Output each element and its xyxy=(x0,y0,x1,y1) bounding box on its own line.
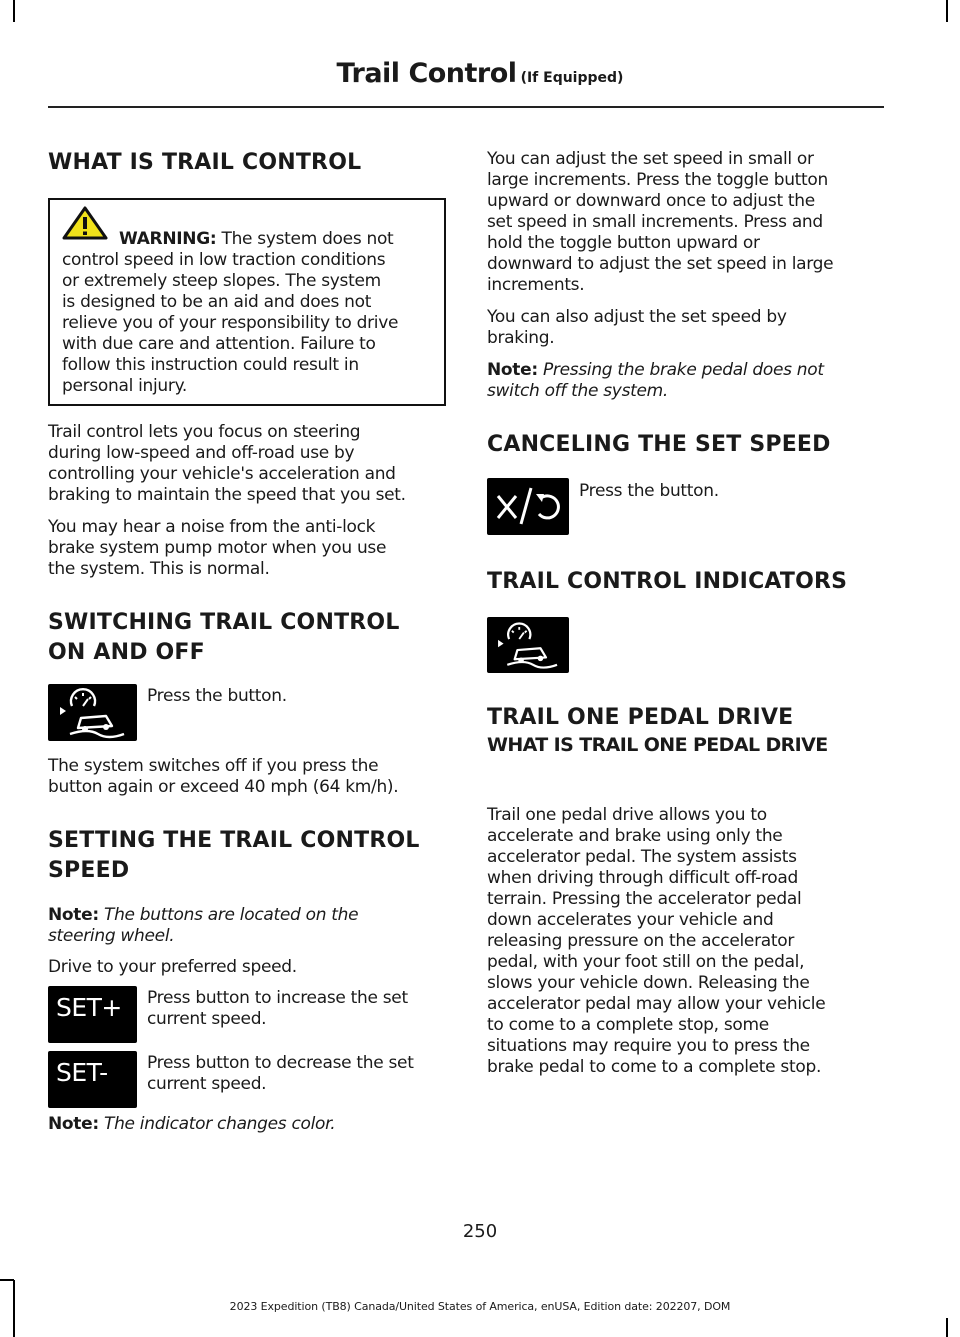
adjust-line: hold the toggle button upward or xyxy=(487,233,760,253)
note-indicator xyxy=(48,1114,335,1135)
warning-line: or extremely steep slopes. The system xyxy=(62,271,381,291)
adjust-line: You can adjust the set speed in small or xyxy=(487,149,814,169)
warning-box xyxy=(48,198,446,406)
set-plus-button-image xyxy=(48,986,137,1043)
adjust-line: downward to adjust the set speed in large xyxy=(487,254,834,274)
one-pedal-line: accelerator pedal may allow your vehicle xyxy=(487,994,826,1014)
header-title: Trail Control xyxy=(336,58,517,89)
warning-line: relieve you of your responsibility to drive xyxy=(62,313,399,333)
one-pedal-line: when driving through difficult off-road xyxy=(487,868,798,888)
one-pedal-heading: TRAIL ONE PEDAL DRIVE xyxy=(487,705,794,730)
warning-line: personal injury. xyxy=(62,376,188,396)
set-plus-line: current speed. xyxy=(147,1009,267,1029)
intro-line: Trail control lets you focus on steering xyxy=(48,422,361,442)
warning-line: follow this instruction could result in xyxy=(62,355,359,375)
trail-control-icon xyxy=(48,684,137,741)
noise-line: brake system pump motor when you use xyxy=(48,538,387,558)
noise-line: You may hear a noise from the anti-lock xyxy=(48,517,376,537)
one-pedal-line: terrain. Pressing the accelerator pedal xyxy=(487,889,802,909)
drive-text: Drive to your preferred speed. xyxy=(48,957,297,977)
note-text: Pressing the brake pedal does not xyxy=(542,360,824,380)
adjust-line: increments. xyxy=(487,275,585,295)
one-pedal-line: pedal, with your foot still on the pedal, xyxy=(487,952,805,972)
crop-mark xyxy=(946,0,948,22)
page-header xyxy=(0,58,960,89)
adjust-line: upward or downward once to adjust the xyxy=(487,191,815,211)
warning-line: control speed in low traction conditions xyxy=(62,250,386,270)
set-minus-label: SET- xyxy=(56,1058,108,1087)
set-minus-line: current speed. xyxy=(147,1074,267,1094)
crop-mark xyxy=(13,0,15,22)
note-text: The buttons are located on the xyxy=(103,905,359,925)
warning-triangle-icon xyxy=(62,206,108,240)
canceling-heading: CANCELING THE SET SPEED xyxy=(487,432,831,457)
header-subtitle: (If Equipped) xyxy=(520,70,624,86)
note-steering-wheel xyxy=(48,905,358,926)
page-number: 250 xyxy=(462,1221,498,1242)
note-brake-pedal xyxy=(487,360,824,381)
note-label: Note: xyxy=(48,905,99,925)
switching-heading: SWITCHING TRAIL CONTROL xyxy=(48,610,400,635)
warning-line: with due care and attention. Failure to xyxy=(62,334,376,354)
one-pedal-subheading: WHAT IS TRAIL ONE PEDAL DRIVE xyxy=(487,734,828,756)
setting-heading: SETTING THE TRAIL CONTROL xyxy=(48,828,420,853)
warning-first-line xyxy=(119,229,393,250)
cancel-button-image xyxy=(487,478,569,535)
what-is-heading: WHAT IS TRAIL CONTROL xyxy=(48,150,362,175)
note-text-line2: switch off the system. xyxy=(487,381,669,401)
header-divider xyxy=(48,106,884,108)
one-pedal-line: Trail one pedal drive allows you to xyxy=(487,805,767,825)
trail-control-icon xyxy=(487,617,569,673)
one-pedal-line: down accelerates your vehicle and xyxy=(487,910,774,930)
crop-mark xyxy=(946,1318,948,1337)
press-button-text: Press the button. xyxy=(147,686,287,706)
braking-line: braking. xyxy=(487,328,555,348)
one-pedal-line: slows your vehicle down. Releasing the xyxy=(487,973,810,993)
crop-mark xyxy=(0,1279,14,1281)
switch-off-line: button again or exceed 40 mph (64 km/h). xyxy=(48,777,399,797)
one-pedal-line: releasing pressure on the accelerator xyxy=(487,931,795,951)
adjust-line: set speed in small increments. Press and xyxy=(487,212,823,232)
cancel-press-text: Press the button. xyxy=(579,481,719,501)
one-pedal-line: situations may require you to press the xyxy=(487,1036,810,1056)
trail-control-indicator-image xyxy=(487,617,569,673)
intro-line: controlling your vehicle's acceleration and xyxy=(48,464,396,484)
note-text: The indicator changes color. xyxy=(103,1114,336,1134)
switching-heading-line2: ON AND OFF xyxy=(48,640,205,665)
warning-label: WARNING: xyxy=(119,229,217,249)
set-plus-line: Press button to increase the set xyxy=(147,988,408,1008)
switch-off-line: The system switches off if you press the xyxy=(48,756,379,776)
warning-line: is designed to be an aid and does not xyxy=(62,292,372,312)
setting-heading-line2: SPEED xyxy=(48,858,130,883)
warning-text-first: The system does not xyxy=(221,229,394,249)
trail-control-button-image xyxy=(48,684,137,741)
cancel-set-speed-icon xyxy=(487,478,569,535)
intro-line: braking to maintain the speed that you set. xyxy=(48,485,406,505)
braking-line: You can also adjust the set speed by xyxy=(487,307,787,327)
note-text-line2: steering wheel. xyxy=(48,926,175,946)
indicators-heading: TRAIL CONTROL INDICATORS xyxy=(487,569,848,594)
one-pedal-line: accelerator pedal. The system assists xyxy=(487,847,797,867)
set-minus-line: Press button to decrease the set xyxy=(147,1053,414,1073)
noise-line: the system. This is normal. xyxy=(48,559,270,579)
one-pedal-line: accelerate and brake using only the xyxy=(487,826,783,846)
set-plus-label: SET+ xyxy=(56,993,122,1022)
intro-line: during low-speed and off-road use by xyxy=(48,443,355,463)
note-label: Note: xyxy=(48,1114,99,1134)
note-label: Note: xyxy=(487,360,538,380)
one-pedal-line: brake pedal to come to a complete stop. xyxy=(487,1057,822,1077)
set-minus-button-image xyxy=(48,1051,137,1108)
adjust-line: large increments. Press the toggle button xyxy=(487,170,828,190)
edition-footer: 2023 Expedition (TB8) Canada/United States of America, enUSA, Edition date: 202207, DOM xyxy=(229,1300,731,1313)
one-pedal-line: to come to a complete stop, some xyxy=(487,1015,769,1035)
